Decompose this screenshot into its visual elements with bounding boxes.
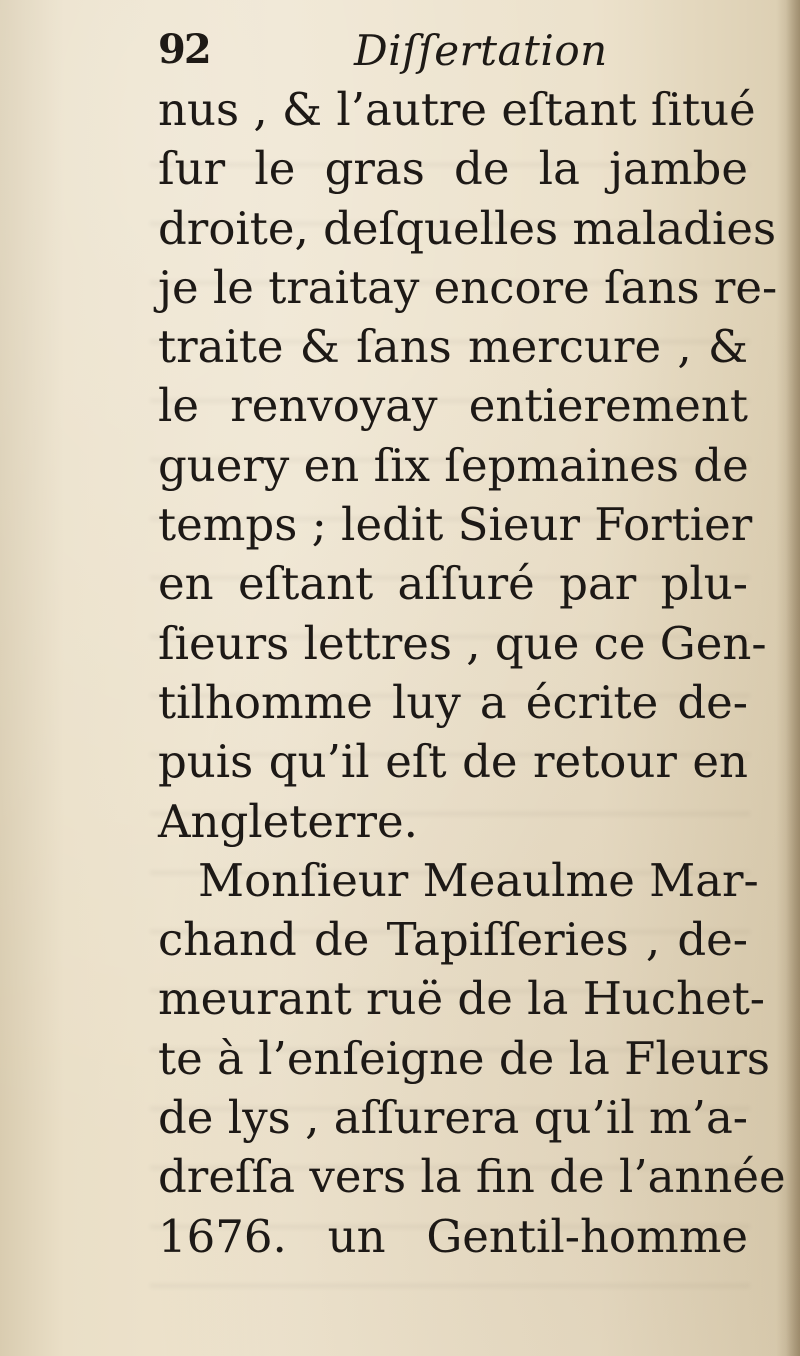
text-line: dreſſa vers la fin de l’année bbox=[158, 1150, 786, 1204]
text-line: ſur le gras de la jambe bbox=[158, 142, 748, 196]
text-line: droite, deſquelles maladies bbox=[158, 201, 777, 255]
paragraph-start-line: Monſieur Meaulme Mar- bbox=[198, 853, 759, 907]
text-line: ſieurs lettres , que ce Gen- bbox=[158, 616, 767, 670]
page-edge-shadow bbox=[786, 0, 800, 1356]
text-line: puis qu’il eſt de retour en bbox=[158, 735, 748, 789]
running-title: Diſſertation bbox=[354, 26, 608, 75]
text-line: temps ; ledit Sieur Fortier bbox=[158, 498, 753, 552]
page-header bbox=[158, 14, 748, 74]
paragraph-end-line: Angleterre. bbox=[158, 794, 418, 848]
text-line: en eſtant aſſuré par plu- bbox=[158, 557, 748, 611]
text-line: te à l’enſeigne de la Fleurs bbox=[158, 1031, 770, 1085]
text-line: nus , & l’autre eſtant ſitué bbox=[158, 83, 756, 136]
text-line: meurant ruë de la Huchet- bbox=[158, 972, 766, 1026]
body-text bbox=[158, 80, 786, 1266]
page-number: 92 bbox=[158, 26, 210, 73]
text-line: je le traitay encore ſans re- bbox=[158, 260, 778, 314]
text-line: de lys , aſſurera qu’il m’a- bbox=[158, 1091, 748, 1145]
text-line: 1676. un Gentil-homme bbox=[158, 1209, 748, 1263]
text-line: traite & ſans mercure , & bbox=[158, 320, 748, 374]
text-line: le renvoyay entierement bbox=[158, 379, 748, 433]
text-line: guery en ſix ſepmaines de bbox=[158, 438, 749, 492]
text-line: chand de Tapiſſeries , de- bbox=[158, 913, 748, 967]
text-line: tilhomme luy a écrite de- bbox=[158, 675, 748, 729]
